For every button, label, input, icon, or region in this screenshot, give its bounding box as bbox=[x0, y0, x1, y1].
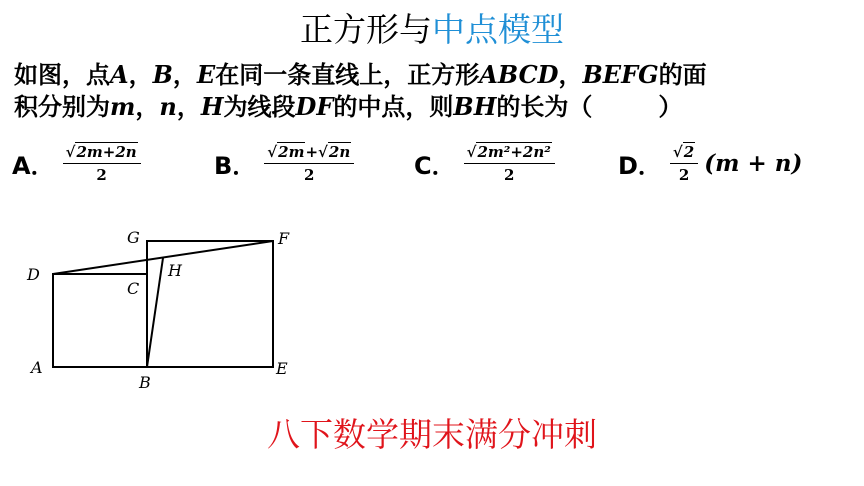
answer-options bbox=[12, 132, 862, 202]
q-text: 为线段 bbox=[223, 93, 296, 121]
option-suffix: (m + n) bbox=[704, 149, 803, 177]
q-text: 如图，点 bbox=[14, 61, 110, 89]
q-var: BEFG bbox=[582, 60, 659, 89]
q-text: ， bbox=[135, 93, 160, 121]
label-f: F bbox=[278, 229, 290, 248]
fraction-denominator: 2 bbox=[504, 166, 515, 184]
option-letter: B． bbox=[214, 151, 257, 180]
radicand: 2m+2n bbox=[76, 143, 137, 161]
q-text: ， bbox=[176, 93, 201, 121]
fraction-numerator: √2m²+2n² bbox=[464, 142, 555, 164]
q-var: n bbox=[159, 92, 177, 121]
option-fraction bbox=[670, 142, 698, 184]
q-text: 积分别为 bbox=[14, 93, 110, 121]
fraction-denominator: 2 bbox=[678, 166, 690, 184]
option-letter: D． bbox=[618, 151, 662, 180]
q-text: ， bbox=[558, 61, 583, 89]
plus-sign: + bbox=[305, 143, 319, 161]
q-text: ， bbox=[128, 61, 153, 89]
q-var: m bbox=[110, 92, 136, 121]
title-prefix: 正方形与 bbox=[300, 10, 432, 49]
question-text bbox=[14, 59, 859, 123]
fraction-numerator: √2m+√2n bbox=[264, 142, 354, 164]
q-text: 的长为（ bbox=[496, 93, 593, 121]
option-fraction bbox=[264, 142, 354, 184]
option-letter: A． bbox=[12, 151, 55, 180]
square-befg bbox=[147, 241, 273, 367]
figure-svg bbox=[25, 222, 315, 392]
q-var: A bbox=[110, 60, 129, 89]
label-c: C bbox=[127, 279, 140, 298]
title-highlight: 中点模型 bbox=[432, 10, 564, 49]
footer-banner: 八下数学期末满分冲刺 bbox=[267, 415, 597, 454]
question-line-2 bbox=[14, 91, 859, 123]
segment-bh bbox=[147, 258, 163, 367]
q-var: H bbox=[200, 92, 224, 121]
option-a[interactable] bbox=[12, 132, 141, 194]
label-g: G bbox=[127, 228, 140, 247]
q-text: 的中点，则 bbox=[333, 93, 454, 121]
option-fraction bbox=[63, 142, 141, 184]
label-b: B bbox=[139, 373, 151, 392]
q-var: B bbox=[152, 60, 173, 89]
q-text: ， bbox=[172, 61, 197, 89]
page-title bbox=[0, 10, 864, 50]
q-text: ） bbox=[658, 93, 683, 121]
q-var: E bbox=[196, 60, 216, 89]
option-b[interactable] bbox=[214, 132, 354, 194]
fraction-denominator: 2 bbox=[96, 166, 107, 184]
label-e: E bbox=[276, 359, 288, 378]
label-h: H bbox=[168, 261, 182, 280]
fraction-numerator: √2 bbox=[670, 142, 698, 164]
geometry-figure bbox=[25, 222, 315, 396]
label-a: A bbox=[31, 358, 43, 377]
q-text: 在同一条直线上，正方形 bbox=[215, 61, 480, 89]
question-line-1 bbox=[14, 59, 859, 91]
segment-df bbox=[53, 241, 273, 274]
q-var: ABCD bbox=[479, 60, 559, 89]
q-text: 的面 bbox=[658, 61, 707, 89]
fraction-numerator: √2m+2n bbox=[63, 142, 141, 164]
fraction-denominator: 2 bbox=[304, 166, 315, 184]
option-d[interactable] bbox=[618, 132, 802, 194]
label-d: D bbox=[27, 265, 40, 284]
radicand: 2m²+2n² bbox=[477, 143, 551, 161]
radicand: 2m bbox=[278, 143, 305, 161]
q-var: DF bbox=[295, 92, 334, 121]
option-letter: C． bbox=[414, 151, 456, 180]
radicand: 2 bbox=[683, 143, 695, 161]
option-c[interactable] bbox=[414, 132, 555, 194]
option-fraction bbox=[464, 142, 555, 184]
q-var: BH bbox=[453, 92, 497, 121]
radicand: 2n bbox=[328, 143, 351, 161]
